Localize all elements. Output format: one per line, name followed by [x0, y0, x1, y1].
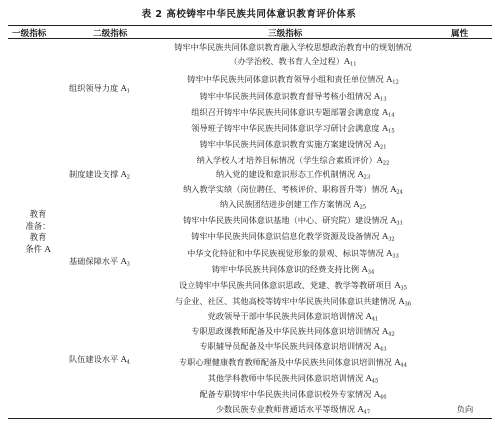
header-attribute: 属性 [451, 29, 469, 39]
header-level3: 三级指标 [268, 29, 303, 39]
header-level2: 二级指标 [93, 29, 128, 39]
level3-indicator: 党政领导干部中华民族共同体意识培训情况 $A_{41}$ [207, 311, 379, 323]
level3-indicator: 铸牢中华民族共同体意识基地（中心、研究院）建设情况 $A_{31}$ [183, 215, 403, 227]
level3-indicator: 铸牢中华民族共同体意识教育融入学校思想政治教育中的规划情况 [174, 42, 412, 52]
table-caption: 表 2 高校铸牢中华民族共同体意识教育评价体系 [141, 9, 357, 20]
level3-indicator: 配备专职铸牢中华民族共同体意识校外专家情况 $A_{46}$ [199, 389, 387, 401]
level2-indicator: 组织领导力度 $A_1$ [69, 83, 130, 95]
level3-indicator: 专职辅导员配备及中华民族共同体意识培训情况 $A_{43}$ [199, 341, 387, 353]
level1-line: 教育 [29, 209, 47, 219]
level3-indicator: 纳入学校人才培养目标情况（学生综合素质评价）$A_{22}$ [196, 155, 390, 167]
level3-indicator: （办学治校、教书育人全过程）$A_{11}$ [229, 56, 357, 68]
level3-indicator: 铸牢中华民族共同体意识的经费支持比例 $A_{34}$ [211, 264, 375, 276]
attribute-value: 负向 [456, 404, 474, 414]
top-rule [8, 25, 492, 26]
level3-indicator: 与企业、社区、其他高校等铸牢中华民族共同体意识共建情况 $A_{36}$ [174, 296, 412, 308]
level3-indicator: 纳入党的建设和意识形态工作机制情况 $A_{23}$ [215, 169, 371, 181]
level3-indicator: 铸牢中华民族共同体意识信息化教学资源及设备情况 $A_{32}$ [191, 231, 395, 243]
level3-indicator: 其他学科教师中华民族共同体意识培训情况 $A_{45}$ [207, 373, 379, 385]
level3-indicator: 专职思政课教师配备及中华民族共同体意识培训情况 $A_{42}$ [191, 326, 395, 338]
level3-indicator: 铸牢中华民族共同体意识教育领导小组和责任单位情况 $A_{12}$ [187, 74, 399, 86]
level3-indicator: 中华文化特征和中华民族视觉形象的景观、标识等情况 $A_{33}$ [187, 248, 399, 260]
level3-indicator: 领导班子铸牢中华民族共同体意识学习研讨会满意度 $A_{15}$ [191, 123, 395, 135]
level3-indicator: 专职心理健康教育教师配备及中华民族共同体意识培训情况 $A_{44}$ [178, 357, 407, 369]
bottom-rule [8, 418, 492, 419]
header-rule [8, 38, 492, 39]
level1-line: 教育 [29, 232, 47, 242]
level1-line: 条件 A [25, 243, 51, 254]
level3-indicator: 铸牢中华民族共同体意识教育实施方案建设情况 $A_{21}$ [199, 139, 387, 151]
level3-indicator: 纳入教学实绩（岗位聘任、考核评价、职称晋升等）情况 $A_{24}$ [183, 184, 403, 196]
level3-indicator: 纳入民族团结进步创建工作方案情况 $A_{25}$ [219, 199, 367, 211]
level2-indicator: 队伍建设水平 $A_4$ [69, 354, 130, 366]
level3-indicator: 组织召开铸牢中华民族共同体意识专题部署会满意度 $A_{14}$ [191, 107, 395, 119]
level2-indicator: 基础保障水平 $A_3$ [69, 256, 130, 268]
level1-line: 准备： [25, 220, 51, 231]
level1-indicator [10, 209, 66, 255]
level3-indicator: 铸牢中华民族共同体意识教育督导考核小组情况 $A_{13}$ [199, 91, 387, 103]
header-level1: 一级指标 [12, 29, 47, 39]
level2-indicator: 制度建设支撑 $A_2$ [69, 169, 130, 181]
level3-indicator: 少数民族专业教师普通话水平等级情况 $A_{47}$ [215, 404, 371, 416]
level3-indicator: 设立铸牢中华民族共同体意识思政、党建、教学等教研项目 $A_{35}$ [178, 280, 407, 292]
